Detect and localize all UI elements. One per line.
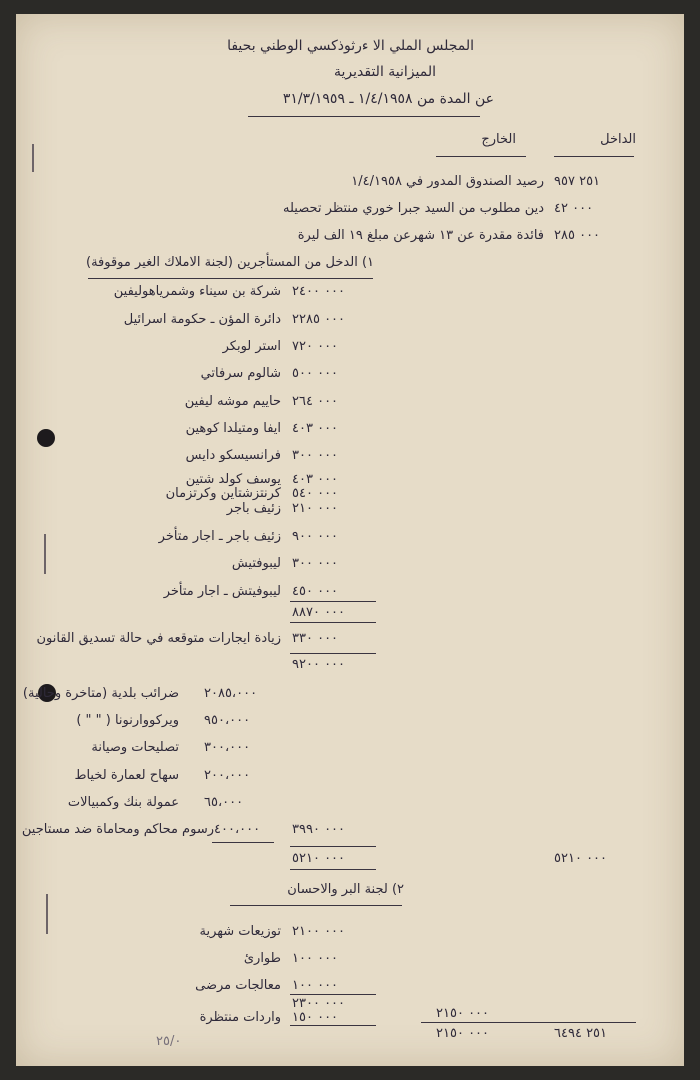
tenants-subtotal-rule	[290, 601, 376, 602]
charity-expected-amount: ٠٠٠ ١٥٠	[292, 1010, 339, 1025]
margin-mark	[44, 534, 46, 574]
deduction-amount: ٢٠٠،٠٠٠	[204, 768, 251, 783]
header-underline	[248, 116, 480, 117]
tenant-amount: ٠٠٠ ٢١٠	[292, 501, 339, 516]
deduction-amount: ٤٠٠،٠٠٠	[214, 822, 261, 837]
charity-subtotal: ٠٠٠ ٢٣٠٠	[292, 996, 346, 1011]
document-page	[16, 14, 684, 1066]
increase-label: زيادة ايجارات متوقعه في حالة تسديق القانون	[36, 631, 281, 646]
charity-amount: ٠٠٠ ٢١٠٠	[292, 924, 346, 939]
totals-rule	[421, 1022, 636, 1023]
net-section-1-underline	[290, 869, 376, 870]
charity-expected-label: واردات منتظرة	[199, 1010, 281, 1025]
tenant-amount: ٠٠٠ ٧٢٠	[292, 339, 339, 354]
net-section-1-income: ٠٠٠ ٥٢١٠	[554, 851, 608, 866]
net-section-1: ٠٠٠ ٥٢١٠	[292, 851, 346, 866]
deduction-label: سهاح لعمارة لخياط	[74, 768, 179, 783]
charity-amount: ٠٠٠ ١٠٠	[292, 951, 339, 966]
deduction-label: عمولة بنك وكمبيالات	[67, 795, 179, 810]
tenant-label: ايفا ومتيلدا كوهين	[185, 421, 281, 436]
top-item-amount: ٢٥١ ٩٥٧	[554, 174, 601, 189]
charity-label: توزيعات شهرية	[199, 924, 281, 939]
tenant-amount: ٠٠٠ ٢٤٠٠	[292, 284, 346, 299]
tenant-label: دائرة المؤن ـ حكومة اسرائيل	[123, 312, 281, 327]
tenant-amount: ٠٠٠ ٣٠٠	[292, 448, 339, 463]
tenant-amount: ٠٠٠ ٩٠٠	[292, 529, 339, 544]
tenant-label: زئيف باجر ـ اجار متأخر	[158, 529, 281, 544]
charity-expense: ٠٠٠ ٢١٥٠	[436, 1006, 490, 1021]
deduction-label: رسوم محاكم ومحاماة ضد مستاجين	[21, 822, 214, 837]
org-title: المجلس الملي الا ءرثوذكسي الوطني بحيفا	[227, 38, 474, 54]
net-section-1-rule	[290, 846, 376, 847]
tenant-amount: ٠٠٠ ٤٠٣	[292, 472, 339, 487]
deduction-amount: ٣٠٠،٠٠٠	[204, 740, 251, 755]
tenant-label: كرنتزشتاين وكرتزمان	[165, 486, 281, 501]
charity-subtotal-rule	[290, 994, 376, 995]
deduction-amount: ٩٥٠،٠٠٠	[204, 713, 251, 728]
income-column-header: الداخل	[600, 132, 636, 147]
charity-label: معالجات مرضى	[195, 978, 281, 993]
increase-amount: ٠٠٠ ٣٣٠	[292, 631, 339, 646]
tenants-subtotal: ٠٠٠ ٨٨٧٠	[292, 605, 346, 620]
top-item-label: رصيد الصندوق المدور في ١/٤/١٩٥٨	[351, 174, 544, 189]
total-expense: ٠٠٠ ٢١٥٠	[436, 1026, 490, 1041]
tenant-amount: ٠٠٠ ٣٠٠	[292, 556, 339, 571]
section-2-underline	[230, 905, 402, 906]
period-title: عن المدة من ١/٤/١٩٥٨ ـ ٣١/٣/١٩٥٩	[282, 91, 494, 107]
tenants-total-rule	[290, 653, 376, 654]
deduction-label: ويركووارنونا ( " " )	[76, 713, 179, 728]
tenant-label: فرانسيسكو دايس	[185, 448, 281, 463]
top-item-amount: ٠٠٠ ٤٢	[554, 201, 594, 216]
total-income: ٢٥١ ٦٤٩٤	[554, 1026, 608, 1041]
tenants-subtotal-underline	[290, 622, 376, 623]
deduction-amount: ٢٠٨٥،٠٠٠	[204, 686, 258, 701]
tenant-label: زئيف باجر	[226, 501, 281, 516]
section-1-underline	[88, 278, 373, 279]
tenant-label: استر لوبكر	[222, 339, 281, 354]
tenant-amount: ٠٠٠ ٥٠٠	[292, 366, 339, 381]
tenant-amount: ٠٠٠ ٢٦٤	[292, 394, 339, 409]
top-item-label: دين مطلوب من السيد جبرا خوري منتظر تحصيله	[283, 201, 544, 216]
expense-header-underline	[436, 156, 526, 157]
deduction-label: تصليحات وصيانة	[91, 740, 179, 755]
charity-total-rule	[290, 1025, 376, 1026]
expense-column-header: الخارج	[481, 132, 516, 147]
margin-mark	[46, 894, 48, 934]
tenant-label: حاييم موشه ليفين	[184, 394, 281, 409]
income-header-underline	[554, 156, 634, 157]
charity-label: طوارئ	[243, 951, 281, 966]
tenant-amount: ٠٠٠ ٢٢٨٥	[292, 312, 346, 327]
tenants-total: ٠٠٠ ٩٢٠٠	[292, 657, 346, 672]
deductions-total: ٠٠٠ ٣٩٩٠	[292, 822, 346, 837]
deduction-amount: ٦٥،٠٠٠	[204, 795, 244, 810]
ink-spot	[37, 429, 55, 447]
tenant-label: ليبوفتيش	[231, 556, 281, 571]
tenant-label: شالوم سرفاتي	[200, 366, 281, 381]
tenant-label: يوسف كولد شتين	[185, 472, 281, 487]
section-2-title: ٢) لجنة البر والاحسان	[287, 882, 404, 897]
section-1-title: ١) الدخل من المستأجرين (لجنة الاملاك الغير موقوفة)	[86, 255, 374, 270]
tenant-label: شركة بن سيناء وشمرياهوليفين	[113, 284, 281, 299]
tenant-amount: ٠٠٠ ٤٠٣	[292, 421, 339, 436]
margin-mark	[32, 144, 34, 172]
tenant-label: ليبوفيتش ـ اجار متأخر	[163, 584, 281, 599]
deduction-label: ضرائب بلدية (متاخرة وحالية)	[22, 686, 179, 701]
tenant-amount: ٠٠٠ ٥٤٠	[292, 486, 339, 501]
top-item-label: فائدة مقدرة عن ١٣ شهرعن مبلغ ١٩ الف ليرة	[297, 228, 544, 243]
charity-amount: ٠٠٠ ١٠٠	[292, 978, 339, 993]
top-item-amount: ٠٠٠ ٢٨٥	[554, 228, 601, 243]
budget-title: الميزانية التقديرية	[334, 64, 436, 80]
deduction-underline	[212, 842, 274, 843]
tenant-amount: ٠٠٠ ٤٥٠	[292, 584, 339, 599]
footer-mark: ٢٥/٠	[156, 1034, 182, 1049]
